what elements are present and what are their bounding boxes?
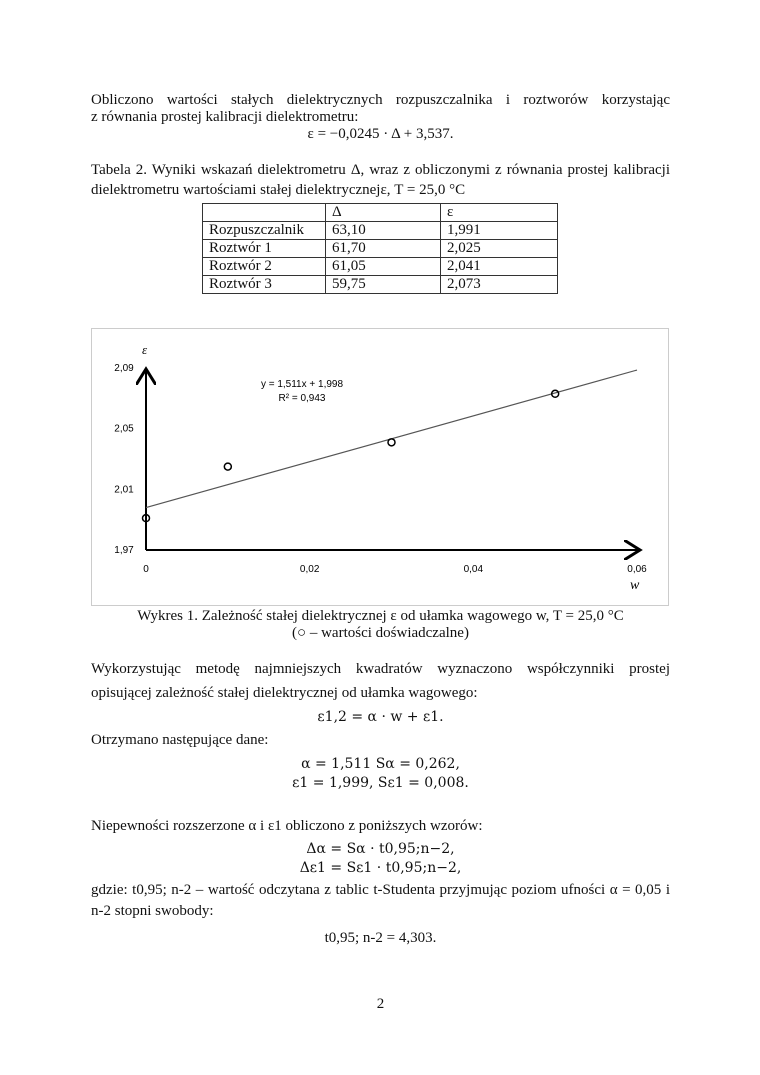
calibration-equation: ε = −0,0245 · Δ + 3,537. (307, 126, 454, 142)
table-cell: 2,025 (441, 240, 558, 258)
table-cell: 63,10 (326, 222, 441, 240)
table-caption-line-1: Tabela 2. Wyniki wskazań dielektrometru Δ, wraz z obliczonymi z równania prostej kalibracji (91, 162, 670, 178)
table-cell: Roztwór 3 (203, 276, 326, 294)
x-axis-label: w (630, 578, 640, 593)
x-tick-label: 0 (143, 564, 149, 575)
trendline-equation: y = 1,511x + 1,998 (260, 379, 344, 390)
intro-line-1: Obliczono wartości stałych dielektrycznych rozpuszczalnika i roztworów korzystając (91, 92, 670, 108)
paragraph-line-2: opisującej zależność stałej dielektrycznej od ułamka wagowego: (91, 685, 478, 701)
scatter-chart (92, 329, 668, 605)
results-table (202, 203, 558, 294)
table-row (203, 276, 558, 294)
y-tick-label: 2,01 (114, 484, 134, 496)
uncertainty-intro: Niepewności rozszerzone α i ε1 obliczono z poniższych wzorów: (91, 818, 483, 834)
t-value: t0,95; n-2 = 4,303. (324, 930, 437, 946)
table-cell: Rozpuszczalnik (203, 222, 326, 240)
figure-caption-line-2: (○ – wartości doświadczalne) (292, 625, 469, 641)
intro-line-2: z równania prostej kalibracji dielektrometru: (91, 109, 359, 125)
regression-equation: ε1,2 = α · w + ε1. (317, 709, 444, 725)
table-cell: 61,70 (326, 240, 441, 258)
table-header: Δ (326, 204, 441, 222)
x-tick-label: 0,04 (463, 564, 484, 575)
x-tick-label: 0,06 (627, 564, 647, 575)
alpha-values: α = 1,511 Sα = 0,262, (301, 756, 460, 772)
table-caption-line-2: dielektrometru wartościami stałej dielektrycznejε, T = 25,0 °C (91, 182, 466, 198)
received-data-label: Otrzymano następujące dane: (91, 732, 269, 748)
page-number: 2 (376, 996, 385, 1012)
table-cell: 61,05 (326, 258, 441, 276)
table-row (203, 222, 558, 240)
where-line-1: gdzie: t0,95; n-2 – wartość odczytana z tablic t-Studenta przyjmując poziom ufności α = 0,05 i (91, 882, 670, 898)
x-tick-label: 0,02 (299, 564, 320, 575)
table-header-row (203, 204, 558, 222)
table-cell: 2,041 (441, 258, 558, 276)
table-header (203, 204, 326, 222)
data-point (224, 463, 231, 470)
table-row (203, 258, 558, 276)
y-tick-label: 2,09 (114, 363, 134, 374)
table-cell: 1,991 (441, 222, 558, 240)
where-line-2: n-2 stopni swobody: (91, 903, 214, 919)
paragraph-line-1: Wykorzystując metodę najmniejszych kwadratów wyznaczono współczynniki prostej (91, 661, 670, 677)
y-axis-label: ε (142, 342, 148, 357)
table-header: ε (441, 204, 558, 222)
table-cell: 59,75 (326, 276, 441, 294)
chart-frame (91, 328, 669, 606)
table-cell: 2,073 (441, 276, 558, 294)
delta-alpha-formula: Δα = Sα · t0,95;n−2, (306, 841, 455, 857)
r-squared: R² = 0,943 (278, 393, 326, 404)
table-row (203, 240, 558, 258)
data-point (388, 439, 395, 446)
epsilon-values: ε1 = 1,999, Sε1 = 0,008. (292, 775, 469, 791)
table-cell: Roztwór 1 (203, 240, 326, 258)
table-cell: Roztwór 2 (203, 258, 326, 276)
y-tick-label: 2,05 (114, 423, 134, 435)
y-tick-label: 1,97 (114, 545, 134, 556)
delta-epsilon-formula: Δε1 = Sε1 · t0,95;n−2, (299, 860, 462, 876)
figure-caption-line-1: Wykres 1. Zależność stałej dielektrycznej ε od ułamka wagowego w, T = 25,0 °C (137, 608, 624, 624)
